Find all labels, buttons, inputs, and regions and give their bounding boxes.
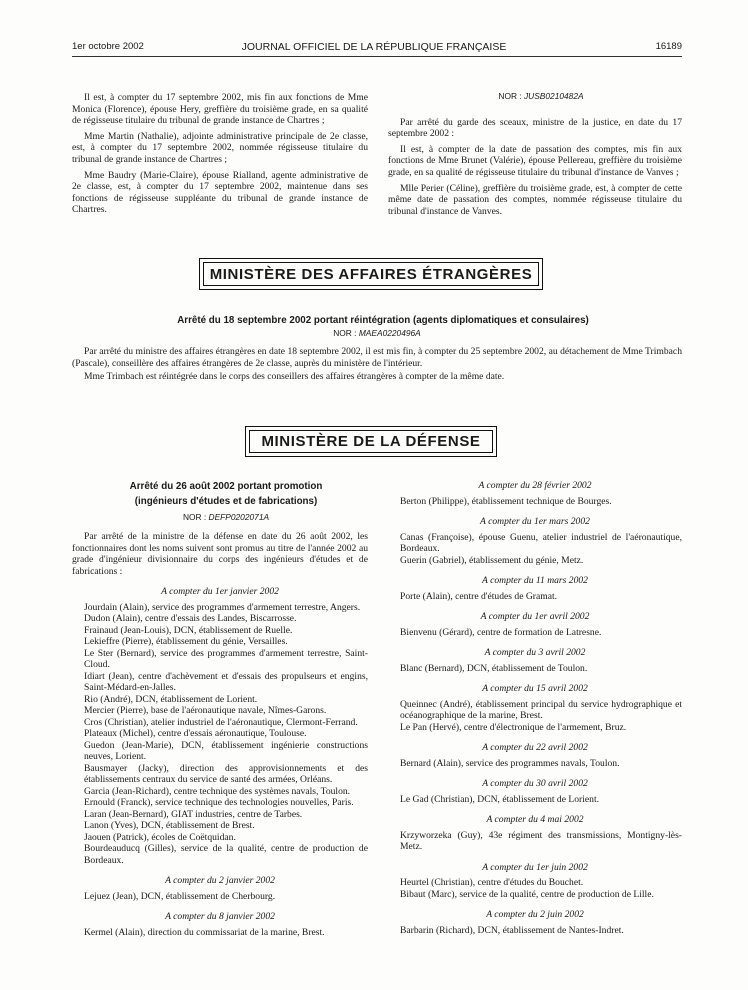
- paragraph: Mme Martin (Nathalie), adjointe administrative principale de 2e classe, est, à compter du 17 septembre 2002, nommée régisseuse titulaire du tribunal de grande instance de Chartres ;: [72, 130, 368, 165]
- promotion-entry: Porte (Alain), centre d'études de Gramat.: [400, 590, 558, 602]
- promotion-entry: Laran (Jean-Bernard), GIAT industries, centre de Tarbes.: [84, 808, 303, 820]
- arrete-title: Arrêté du 18 septembre 2002 portant réintégration (agents diplomatiques et consulaires): [177, 315, 589, 326]
- effective-date: A compter du 30 avril 2002: [482, 778, 588, 789]
- promotion-entry: Canas (Françoise), épouse Guenu, atelier industriel de l'aéronautique, Bordeaux.: [400, 531, 682, 554]
- arrete-affaires-etrangeres: [72, 315, 682, 385]
- header-date: 1er octobre 2002: [72, 41, 144, 52]
- promotion-entry: Lanon (Yves), DCN, établissement de Brest.: [84, 820, 255, 832]
- effective-date: A compter du 2 juin 2002: [486, 909, 584, 920]
- promotion-entry: Krzyworzeka (Guy), 43e régiment des transmissions, Montigny-lès-Metz.: [400, 829, 682, 852]
- arrete-title: Arrêté du 26 août 2002 portant promotion: [129, 481, 323, 492]
- effective-date: A compter du 4 mai 2002: [486, 814, 584, 825]
- promotion-list-left: [72, 586, 368, 938]
- effective-date: A compter du 1er avril 2002: [480, 611, 590, 622]
- effective-date: A compter du 15 avril 2002: [482, 683, 588, 694]
- defense-right-column: [388, 471, 682, 936]
- paragraph: Par arrêté du garde des sceaux, ministre de la justice, en date du 17 septembre 2002 :: [388, 116, 682, 140]
- effective-date: A compter du 1er janvier 2002: [161, 586, 279, 598]
- promotion-entry: Garcia (Jean-Richard), centre technique des systèmes navals, Toulon.: [84, 785, 351, 797]
- promotion-list-right: [388, 480, 682, 936]
- promotion-entry: Guedon (Jean-Marie), DCN, établissement ingénierie constructions neuves, Lorient.: [84, 739, 368, 763]
- promotion-entry: Bibaut (Marc), service de la qualité, centre de production de Lille.: [400, 888, 654, 900]
- promotion-entry: Bienvenu (Gérard), centre de formation de Latresne.: [400, 626, 602, 638]
- promotion-entry: Le Ster (Bernard), service des programmes d'armement terrestre, Saint-Cloud.: [84, 647, 368, 671]
- promotion-entry: Jaouen (Patrick), écoles de Coëtquidan.: [84, 831, 236, 843]
- promotion-entry: Bernard (Alain), service des programmes navals, Toulon.: [400, 757, 620, 769]
- header-rule: [72, 56, 682, 57]
- effective-date: A compter du 22 avril 2002: [482, 742, 588, 753]
- effective-date: A compter du 2 janvier 2002: [165, 875, 275, 887]
- promotion-entry: Barbarin (Richard), DCN, établissement de Nantes-Indret.: [400, 924, 624, 936]
- arrete-subtitle: (ingénieurs d'études et de fabrications): [134, 496, 318, 508]
- promotion-entry: Bausmayer (Jacky), direction des approvisionnements et des établissements centraux du service de santé des armées, Orléans.: [84, 762, 368, 786]
- paragraph: Par arrêté du ministre des affaires étrangères en date 18 septembre 2002, il est mis fin, à compter du 25 septembre 2002, au détachement de Mme Trimbach (Pascale), conseillère des affaires étrangères de 2e classe, auprès du ministère de l'intérieur.: [72, 346, 682, 369]
- promotion-entry: Plateaux (Michel), centre d'essais aéronautique, Toulouse.: [84, 728, 307, 740]
- defense-left-column: [72, 481, 368, 938]
- promotion-entry: Frainaud (Jean-Louis), DCN, établissement de Ruelle.: [84, 624, 293, 636]
- effective-date: A compter du 28 février 2002: [478, 480, 592, 491]
- promotion-entry: Idiart (Jean), centre d'achèvement et d'essais des propulseurs et engins, Saint-Médard-en-Jalles.: [84, 670, 368, 694]
- paragraph: Il est, à compter de la date de passation des comptes, mis fin aux fonctions de Mme Brunet (Valérie), épouse Pellereau, greffière du troisième grade, en sa qualité de régisseuse titulaire du tribunal d'instance de Vanves ;: [388, 143, 682, 178]
- nor-reference: NOR : MAEA0220496A: [333, 328, 421, 339]
- promotion-entry: Mercier (Pierre), base de l'aéronautique navale, Nîmes-Garons.: [84, 705, 327, 717]
- journal-title: JOURNAL OFFICIEL DE LA RÉPUBLIQUE FRANÇAISE: [241, 41, 507, 53]
- promotion-entry: Lekieffre (Pierre), établissement du génie, Versailles.: [84, 636, 288, 648]
- paragraph: Mlle Perier (Céline), greffière du troisième grade, est, à compter de cette même date de passation des comptes, nommée régisseuse titulaire du tribunal d'instance de Vanves.: [388, 182, 682, 217]
- promotion-entry: Le Pan (Hervé), centre d'électronique de l'armement, Bruz.: [400, 721, 627, 733]
- promotion-entry: Jourdain (Alain), service des programmes d'armement terrestre, Angers.: [84, 601, 361, 613]
- effective-date: A compter du 1er juin 2002: [482, 861, 588, 873]
- promotion-entry: Berton (Philippe), établissement technique de Bourges.: [400, 495, 612, 507]
- promotion-entry: Le Gad (Christian), DCN, établissement de Lorient.: [400, 793, 600, 805]
- promotion-entry: Blanc (Bernard), DCN, établissement de Toulon.: [400, 662, 588, 674]
- ministry-heading-affaires-etrangeres: MINISTÈRE DES AFFAIRES ÉTRANGÈRES: [199, 258, 543, 290]
- promotion-entry: Heurtel (Christian), centre d'études du Bouchet.: [400, 877, 584, 888]
- promotion-entry: Lejuez (Jean), DCN, établissement de Cherbourg.: [84, 890, 276, 902]
- page-number: 16189: [655, 41, 682, 52]
- effective-date: A compter du 1er mars 2002: [480, 516, 590, 527]
- promotion-entry: Queinnec (André), établissement principal du service hydrographique et océanographique de la marine, Brest.: [400, 698, 682, 721]
- nor-reference: NOR : JUSB0210482A: [498, 91, 584, 101]
- promotion-entry: Cros (Christian), atelier industriel de l'aéronautique, Clermont-Ferrand.: [84, 716, 358, 728]
- promotion-entry: Bourdeauducq (Gilles), service de la qualité, centre de production de Bordeaux.: [84, 843, 368, 866]
- promotion-entry: Dudon (Alain), centre d'essais des Landes, Biscarrosse.: [84, 613, 297, 625]
- paragraph: Il est, à compter du 17 septembre 2002, mis fin aux fonctions de Mme Monica (Florence), épouse Hery, greffière du troisième grade, en sa qualité de régisseuse titulaire du tribunal de grande instance de Chartres ;: [72, 92, 368, 127]
- nor-reference: NOR : DEFP0202071A: [182, 511, 270, 522]
- promotion-entry: Guerin (Gabriel), établissement du génie, Metz.: [400, 554, 584, 566]
- top-left-column: [72, 92, 368, 220]
- intro-paragraph: Par arrêté de la ministre de la défense en date du 26 août 2002, les fonctionnaires dont les noms suivent sont promus au titre de l'année 2002 au grade d'ingénieur divisionnaire du corps des ingénieurs d'études et de fabrications :: [72, 531, 368, 577]
- effective-date: A compter du 11 mars 2002: [482, 575, 588, 586]
- paragraph: Mme Baudry (Marie-Claire), épouse Rialland, agente administrative de 2e classe, est, à compter du 17 septembre 2002, maintenue dans ses fonctions de régisseuse suppléante du tribunal de grande instance de Chartres.: [72, 169, 368, 216]
- promotion-entry: Kermel (Alain), direction du commissariat de la marine, Brest.: [84, 926, 325, 938]
- paragraph: Mme Trimbach est réintégrée dans le corps des conseillers des affaires étrangères à compter de la même date.: [84, 371, 505, 383]
- ministry-heading-defense: MINISTÈRE DE LA DÉFENSE: [245, 426, 497, 457]
- promotion-entry: Ernould (Franck), service technique des technologies nouvelles, Paris.: [84, 797, 354, 809]
- promotion-entry: Rio (André), DCN, établissement de Lorient.: [84, 693, 258, 705]
- effective-date: A compter du 8 janvier 2002: [165, 911, 275, 923]
- effective-date: A compter du 3 avril 2002: [484, 647, 586, 658]
- top-right-column: [388, 91, 682, 221]
